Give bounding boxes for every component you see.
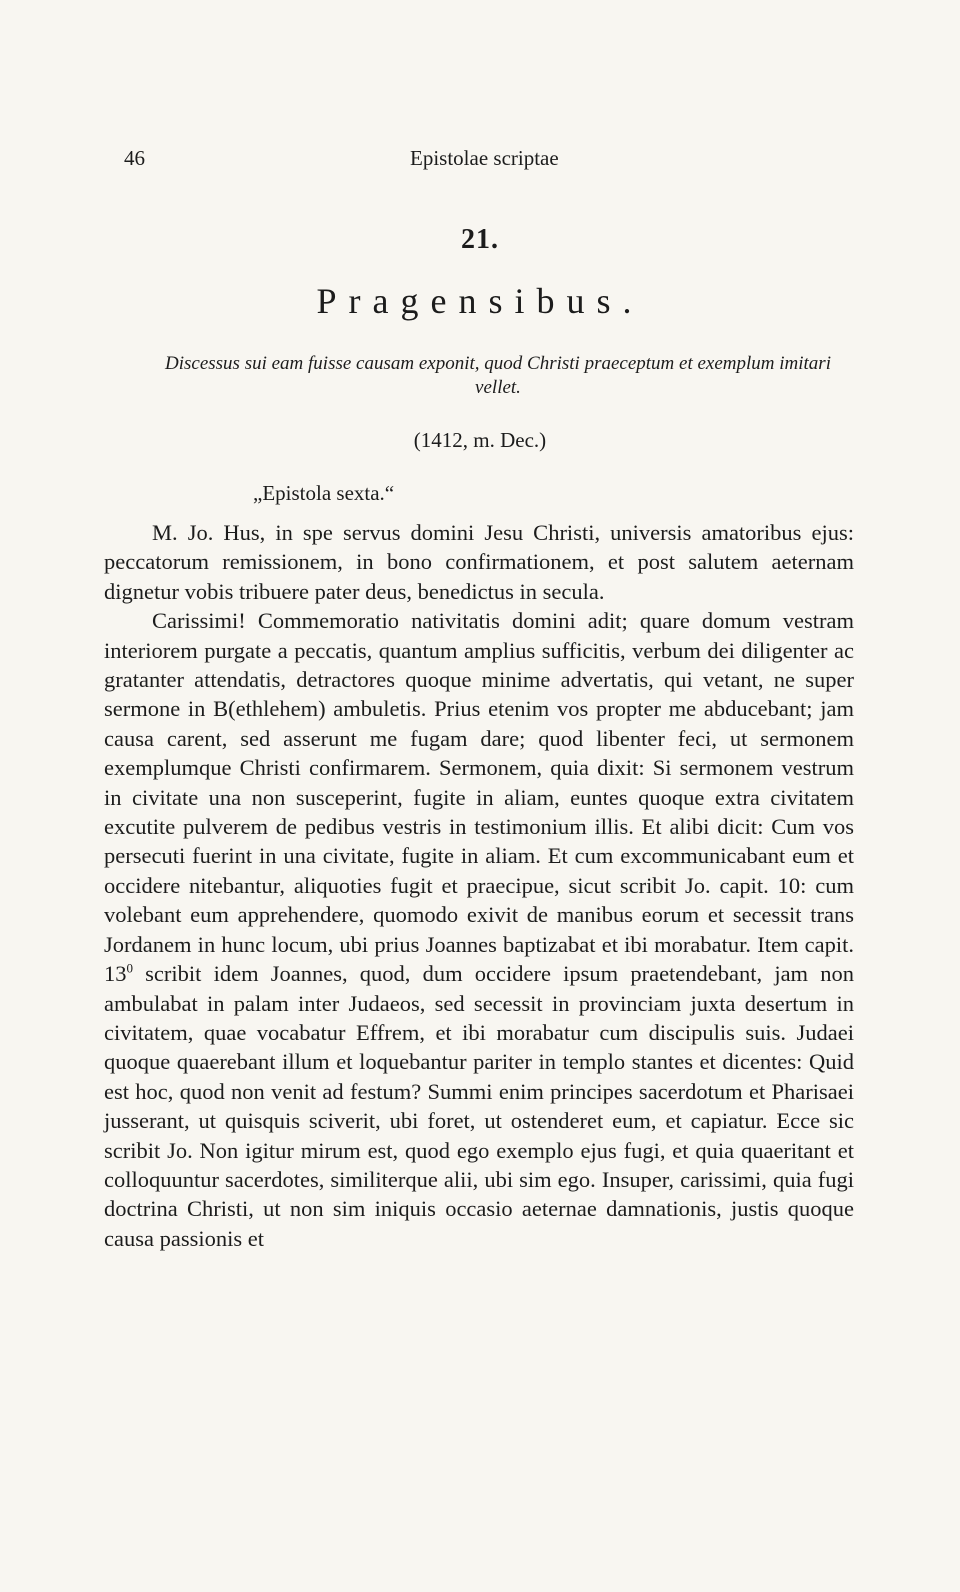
body-text: Carissimi! Commemoratio nativitatis domini adit; quare domum vestram interiorem purgate a peccatis, quantum amplius sufficitis, verbum dei diligenter ac gratanter attendatis, detractores quoque minime advertatis, qui vetant, ne super sermone in B(ethlehem) ambuletis. Prius etenim vos propter me abducebant; jam causa carent, sed asserunt me fugam dare; quod libenter feci, ut sermonem exemplumque Christi confirmarem. Sermonem, quia dixit: Si sermonem vestrum in civitate una non susceperint, fugite in aliam, euntes quoque extra civitatem excutite pulverem de pedibus vestris in testimonium illis. Et alibi dicit: Cum vos persecuti fuerint in una civitate, fugite in aliam. Et cum excommunicabant eum et occidere nitebantur, aliquoties fugit et praecipue, sicut scribit Jo. capit. 10: cum volebant eum apprehendere, quomodo exivit de manibus eorum et secessit trans Jordanem in hunc locum, ubi prius Joannes baptizabat et ibi morabatur. Item capit. 13 [104, 608, 854, 987]
letter-title: Pragensibus. [316, 281, 644, 321]
degree-mark: 0 [126, 960, 133, 976]
epistola-label: „Epistola sexta.“ [253, 481, 395, 505]
body-paragraph [104, 606, 854, 1253]
running-title: Epistolae scriptae [410, 146, 559, 170]
body-paragraph: M. Jo. Hus, in spe servus domini Jesu Christi, universis amatoribus ejus: peccatorum remissionem, in bono confirmationem, et post salutem aeternam dignetur vobis tribuere pater deus, benedictus in secula. [104, 520, 854, 604]
letter-summary: Discessus sui eam fuisse causam exponit, quod Christi praeceptum et exemplum imitari vellet. [165, 353, 831, 398]
body-text: scribit idem Joannes, quod, dum occidere ipsum praetendebant, jam non ambulabat in palam inter Judaeos, sed secessit in provinciam juxta desertum in civitatem, quae vocabatur Effrem, et ibi morabatur cum discipulis suis. Judaei quoque quaerebant illum et loquebantur pariter in templo stantes et dicentes: Quid est hoc, quod non venit ad festum? Summi enim principes sacerdotum et Pharisaei jusserant, ut quisquis sciverit, ubi foret, ut ostenderet eum, et capiatur. Ecce sic scribit Jo. Non igitur mirum est, quod ego exemplo ejus fugi, et quia quaeritant et colloquuntur sacerdotes, similiterque alii, ubi sim ego. Insuper, carissimi, quia fugi doctrina Christi, ut non sim iniquis occasio aeternae damnationis, justis quoque causa passionis et [104, 961, 854, 1251]
page-number: 46 [124, 146, 145, 170]
letter-body [104, 518, 854, 1253]
letter-date: (1412, m. Dec.) [413, 428, 547, 452]
letter-number: 21. [461, 224, 499, 255]
running-head [124, 146, 584, 176]
